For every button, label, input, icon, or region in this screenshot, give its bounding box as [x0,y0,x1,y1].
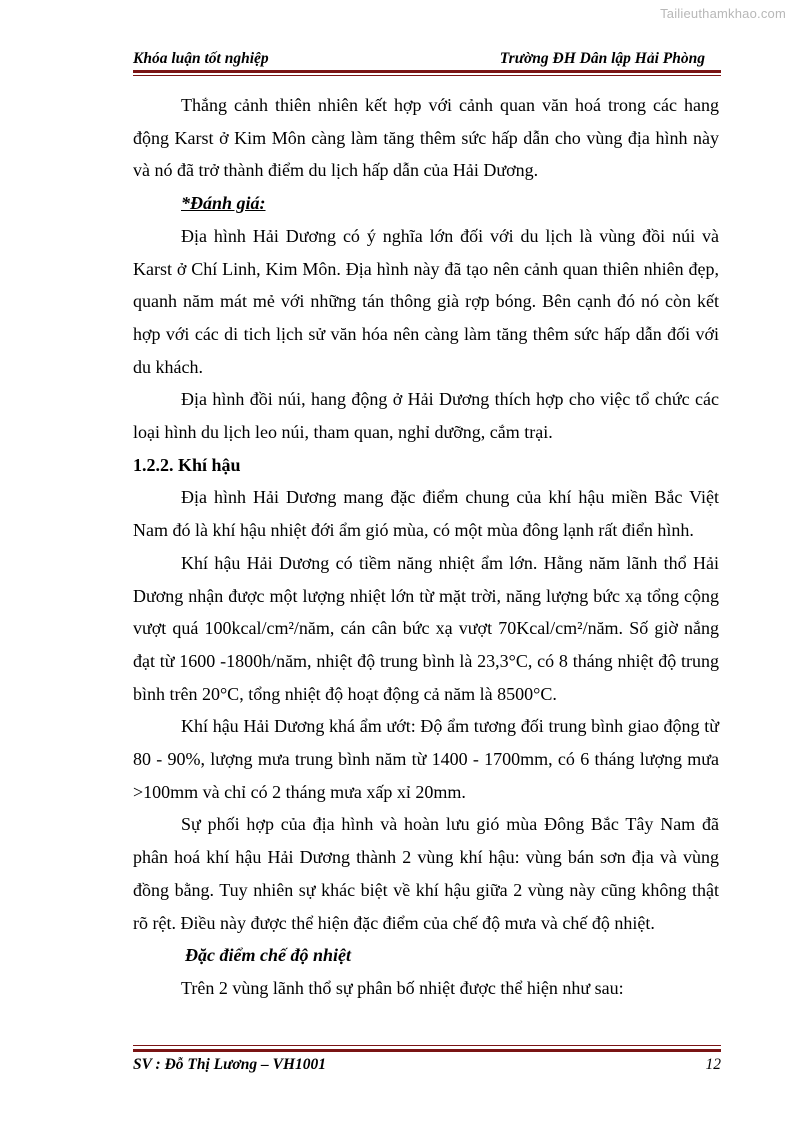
subheading-danh-gia: *Đánh giá: [181,193,266,214]
footer-student: SV : Đỗ Thị Lương – VH1001 [133,1056,327,1073]
paragraph: Thắng cảnh thiên nhiên kết hợp với cảnh quan văn hoá trong các hang động Karst ở Kim Môn càng làm tăng thêm sức hấp dẫn cho vùng địa hình này và nó đã trở thành điểm du lịch hấp dẫn của Hải Dương. [133,95,719,181]
paragraph: Địa hình đồi núi, hang động ở Hải Dương thích hợp cho việc tổ chức các loại hình du lịch leo núi, tham quan, nghỉ dưỡng, cắm trại. [133,389,719,443]
paragraph: Khí hậu Hải Dương có tiềm năng nhiệt ẩm lớn. Hằng năm lãnh thổ Hải Dương nhận được một lượng nhiệt lớn từ mặt trời, năng lượng bức xạ tổng cộng vượt quá 100kcal/cm²/năm, cán cân bức xạ vượt 70Kcal/cm²/năm. Số giờ nắng đạt từ 1600 -1800h/năm, nhiệt độ trung bình là 23,3°C, có 8 tháng nhiệt độ trung bình trên 20°C, tổng nhiệt độ hoạt động cả năm là 8500°C. [133,552,719,704]
paragraph: Địa hình Hải Dương có ý nghĩa lớn đối với du lịch là vùng đồi núi và Karst ở Chí Linh, Kim Môn. Địa hình này đã tạo nên cảnh quan thiên nhiên đẹp, quanh năm mát mẻ với những tán thông già rợp bóng. Bên cạnh đó nó còn kết hợp với các di tich lịch sử văn hóa nên càng làm tăng thêm sức hấp dẫn đối với du khách. [133,225,719,377]
header-thesis-label: Khóa luận tốt nghiệp [133,50,269,67]
footer-rule-thick [133,1049,721,1052]
paragraph: Sự phối hợp của địa hình và hoàn lưu gió mùa Đông Bắc Tây Nam đã phân hoá khí hậu Hải Dương thành 2 vùng khí hậu: vùng bán sơn địa và vùng đồng bằng. Tuy nhiên sự khác biệt về khí hậu giữa 2 vùng này cũng không thật rõ rệt. Điều này được thể hiện đặc điểm của chế độ mưa và chế độ nhiệt. [133,814,719,933]
watermark: Tailieuthamkhao.com [660,6,786,21]
header-rule-thin [133,75,721,76]
paragraph: Khí hậu Hải Dương khá ẩm ướt: Độ ẩm tương đối trung bình giao động từ 80 - 90%, lượng mưa trung bình năm từ 1400 - 1700mm, có 6 tháng lượng mưa >100mm và chỉ có 2 tháng mưa xấp xỉ 20mm. [133,716,719,802]
subheading-temperature: Đặc điểm chế độ nhiệt [185,945,351,966]
header-university: Trường ĐH Dân lập Hải Phòng [499,50,705,67]
paragraph: Trên 2 vùng lãnh thổ sự phân bố nhiệt được thể hiện như sau: [181,977,624,998]
header-rule-thick [133,70,721,73]
section-title: 1.2.2. Khí hậu [133,454,241,475]
page-body [133,89,719,1005]
page-number: 12 [705,1056,721,1073]
page-footer [133,1056,721,1074]
footer-rule-thin [133,1045,721,1046]
paragraph: Địa hình Hải Dương mang đặc điểm chung của khí hậu miền Bắc Việt Nam đó là khí hậu nhiệt đới ẩm gió mùa, có một mùa đông lạnh rất điển hình. [133,487,719,541]
page-header [133,50,705,68]
